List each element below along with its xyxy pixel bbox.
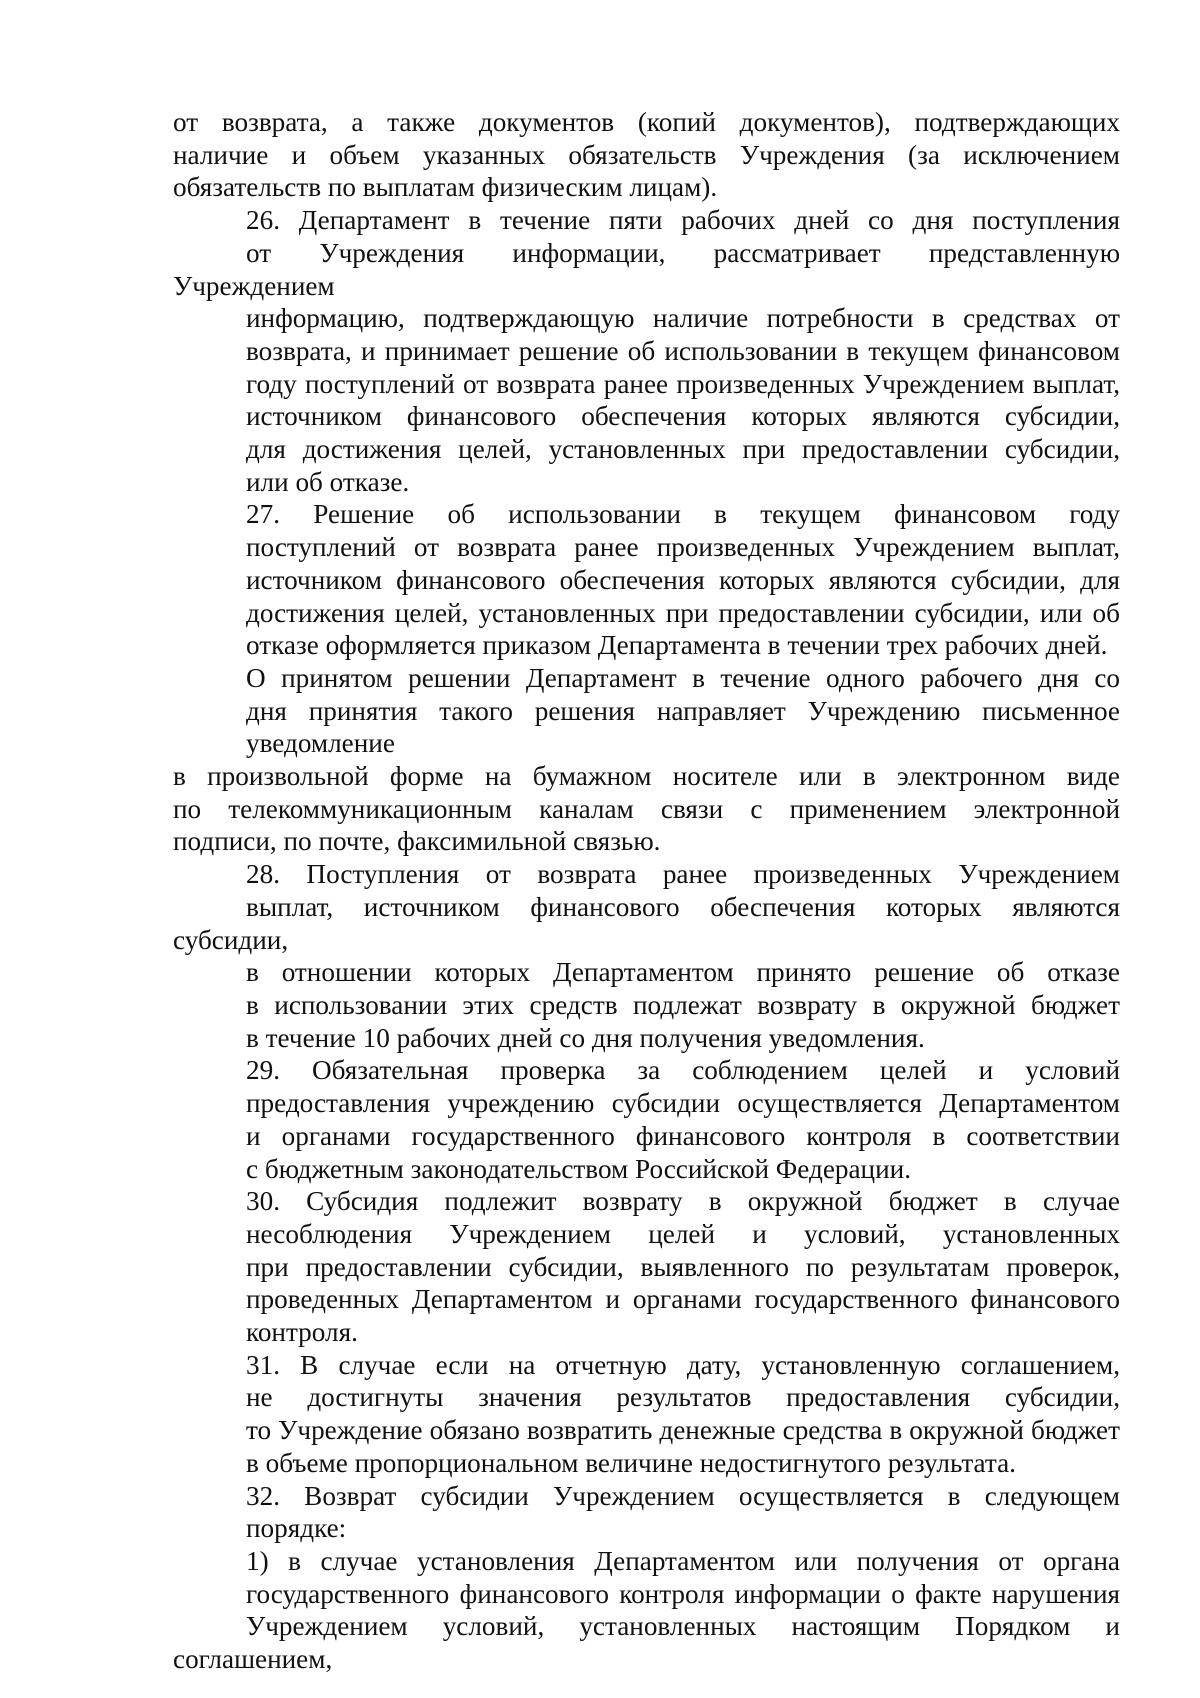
- text-line: информацию, подтверждающую наличие потребности в средствах от: [246, 303, 1120, 334]
- text-line: Учреждением условий, установленных настоящим Порядком и соглашением,: [173, 1611, 1120, 1675]
- text-line: выплат, источником финансового обеспечения которых являются субсидии,: [173, 891, 1120, 955]
- paragraph: [173, 760, 1120, 858]
- text-line: с бюджетным законодательством Российской Федерации.: [246, 1153, 912, 1184]
- paragraph: [173, 1054, 1120, 1185]
- text-line: предоставления учреждению субсидии осуществляется Департаментом: [246, 1088, 1120, 1119]
- text-line: при предоставлении субсидии, выявленного по результатам проверок,: [246, 1251, 1120, 1282]
- text-line: 28. Поступления от возврата ранее произведенных Учреждением: [246, 859, 1120, 890]
- document-body: [173, 106, 1120, 1676]
- text-line: и органами государственного финансового контроля в соответствии: [246, 1120, 1120, 1151]
- text-line: отказе оформляется приказом Департамента в течении трех рабочих дней.: [246, 630, 1108, 661]
- paragraph: [173, 204, 1120, 498]
- paragraph: [173, 1349, 1120, 1480]
- text-line: 29. Обязательная проверка за соблюдением целей и условий: [246, 1055, 1120, 1086]
- text-line: проведенных Департаментом и органами государственного финансового: [246, 1284, 1120, 1315]
- text-line: не достигнуты значения результатов предоставления субсидии,: [246, 1382, 1120, 1413]
- text-line: порядке:: [246, 1513, 347, 1544]
- text-line: контроля.: [246, 1317, 358, 1348]
- text-line: в использовании этих средств подлежат возврату в окружной бюджет: [246, 989, 1120, 1020]
- paragraph: [173, 1480, 1120, 1545]
- text-line: дня принятия такого решения направляет Учреждению письменное: [246, 695, 1120, 726]
- text-line: возврата, и принимает решение об использовании в текущем финансовом: [246, 335, 1120, 366]
- text-line: или об отказе.: [246, 466, 410, 497]
- text-line: источником финансового обеспечения которых являются субсидии,: [246, 401, 1120, 432]
- paragraph: [173, 1185, 1120, 1349]
- text-line: 32. Возврат субсидии Учреждением осуществляется в следующем: [246, 1480, 1120, 1511]
- paragraph: [173, 1545, 1120, 1676]
- paragraph: [173, 662, 1120, 760]
- text-line: 27. Решение об использовании в текущем финансовом году: [246, 499, 1120, 530]
- text-line: 31. В случае если на отчетную дату, установленную соглашением,: [246, 1349, 1120, 1380]
- text-line: обязательств по выплатам физическим лицам).: [173, 172, 718, 203]
- text-line: подписи, по почте, факсимильной связью.: [173, 826, 661, 857]
- text-line: поступлений от возврата ранее произведенных Учреждением выплат,: [246, 532, 1120, 563]
- paragraph: [173, 858, 1120, 1054]
- text-line: по телекоммуникационным каналам связи с применением электронной: [173, 793, 1120, 824]
- text-line: достижения целей, установленных при предоставлении субсидии, или об: [246, 597, 1120, 628]
- paragraph: [173, 498, 1120, 662]
- text-line: для достижения целей, установленных при предоставлении субсидии,: [246, 434, 1120, 465]
- text-line: от Учреждения информации, рассматривает представленную Учреждением: [173, 237, 1120, 301]
- text-line: 30. Субсидия подлежит возврату в окружной бюджет в случае: [246, 1186, 1120, 1217]
- text-line: 1) в случае установления Департаментом или получения от органа: [246, 1545, 1120, 1576]
- text-line: уведомление: [246, 728, 395, 759]
- paragraph: [173, 106, 1120, 204]
- text-line: О принятом решении Департамент в течение одного рабочего дня со: [246, 662, 1120, 693]
- text-line: 26. Департамент в течение пяти рабочих дней со дня поступления: [246, 205, 1120, 236]
- text-line: от возврата, а также документов (копий документов), подтверждающих: [173, 107, 1120, 137]
- text-line: то Учреждение обязано возвратить денежные средства в окружной бюджет: [246, 1415, 1120, 1446]
- text-line: государственного финансового контроля информации о факте нарушения: [246, 1578, 1120, 1609]
- text-line: в отношении которых Департаментом принято решение об отказе: [246, 957, 1120, 988]
- text-line: наличие и объем указанных обязательств Учреждения (за исключением: [173, 139, 1120, 170]
- text-line: источником финансового обеспечения которых являются субсидии, для: [246, 564, 1120, 595]
- text-line: несоблюдения Учреждением целей и условий, установленных: [246, 1218, 1120, 1249]
- text-line: в течение 10 рабочих дней со дня получения уведомления.: [246, 1022, 925, 1053]
- text-line: в объеме пропорциональном величине недостигнутого результата.: [246, 1447, 1016, 1478]
- text-line: в произвольной форме на бумажном носителе или в электронном виде: [173, 761, 1120, 792]
- text-line: году поступлений от возврата ранее произведенных Учреждением выплат,: [246, 368, 1120, 399]
